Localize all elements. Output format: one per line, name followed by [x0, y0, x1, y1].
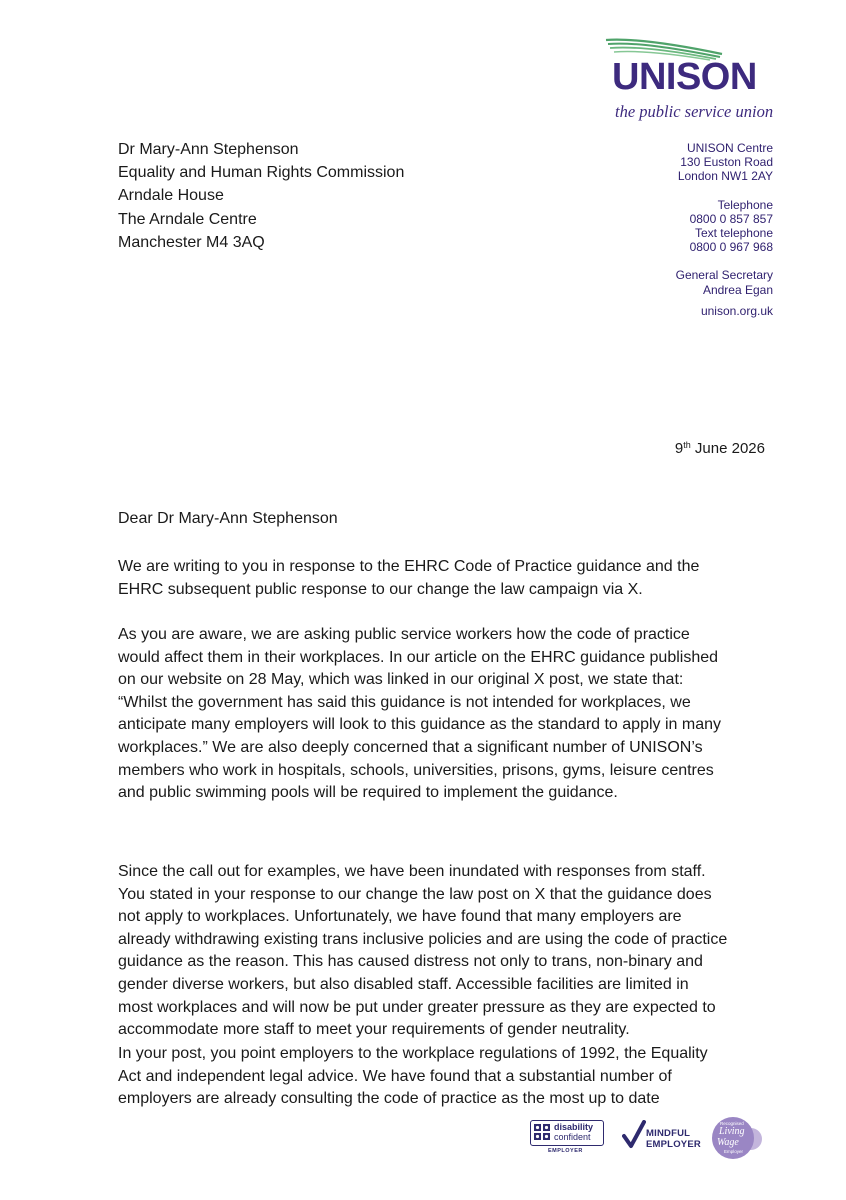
- disability-confident-icon: [534, 1124, 550, 1140]
- text-telephone-number: 0800 0 967 968: [689, 240, 773, 255]
- paragraph-line: members who work in hospitals, schools, universities, prisons, gyms, leisure centres: [118, 761, 714, 779]
- paragraph-line: on our website on 28 May, which was linked in our original X post, we state that:: [118, 671, 684, 689]
- footer-badges: [530, 1116, 770, 1160]
- recipient-line: The Arndale Centre: [118, 210, 257, 228]
- sender-address-line: 130 Euston Road: [680, 155, 773, 170]
- paragraph-line: Act and independent legal advice. We have found that a substantial number of: [118, 1067, 672, 1085]
- body-paragraph: [118, 556, 778, 601]
- paragraph-line: Since the call out for examples, we have been inundated with responses from staff.: [118, 863, 706, 880]
- recipient-line: Dr Mary-Ann Stephenson: [118, 141, 299, 158]
- recipient-line: Arndale House: [118, 187, 224, 205]
- salutation: Dear Dr Mary-Ann Stephenson: [118, 510, 338, 527]
- body-paragraph: [118, 861, 778, 1042]
- badge-text: disability: [554, 1122, 594, 1132]
- date-month-year: June 2026: [690, 440, 765, 457]
- telephone-label: Telephone: [717, 197, 773, 212]
- paragraph-line: most workplaces and will now be put under greater pressure as they are expected to: [118, 998, 716, 1016]
- general-secretary-label: General Secretary: [675, 268, 773, 283]
- badge-text: EMPLOYER: [646, 1139, 701, 1150]
- body-paragraph: [118, 1043, 778, 1111]
- sender-details: [676, 141, 773, 318]
- letter-date: [675, 440, 765, 457]
- paragraph-line: accommodate more staff to meet your requirements of gender neutrality.: [118, 1021, 630, 1039]
- paragraph-line: We are writing to you in response to the EHRC Code of Practice guidance and the: [118, 558, 700, 575]
- paragraph-line: already withdrawing existing trans inclusive policies and are using the code of practice: [118, 930, 728, 948]
- logo-tagline: the public service union: [615, 102, 774, 121]
- paragraph-line: “Whilst the government has said this guidance is not intended for workplaces, we: [118, 693, 691, 711]
- text-telephone-label: Text telephone: [694, 226, 773, 241]
- disability-confident-badge: [530, 1120, 604, 1154]
- website-link[interactable]: unison.org.uk: [700, 303, 773, 318]
- checkmark-icon: [622, 1120, 646, 1150]
- telephone-number: 0800 0 857 857: [689, 211, 773, 226]
- recipient-line: Equality and Human Rights Commission: [118, 164, 405, 182]
- paragraph-line: gender diverse workers, but also disabled staff. Accessible facilities are limited in: [118, 975, 689, 993]
- body-paragraph: [118, 624, 778, 805]
- date-day: 9: [674, 440, 684, 457]
- badge-text: Wage: [717, 1137, 739, 1148]
- badge-text: Recognised: [720, 1121, 744, 1126]
- date-suffix: th: [683, 440, 691, 450]
- paragraph-line: anticipate many employers will look to this guidance as the standard to apply in many: [118, 716, 721, 734]
- unison-logo: [600, 36, 780, 126]
- mindful-employer-badge: [622, 1120, 702, 1154]
- general-secretary-name: Andrea Egan: [702, 282, 773, 297]
- sender-address-line: London NW1 2AY: [677, 169, 773, 184]
- badge-text: confident: [554, 1132, 591, 1142]
- badge-text: EMPLOYER: [548, 1148, 583, 1154]
- paragraph-line: You stated in your response to our change the law post on X that the guidance does: [118, 885, 712, 903]
- paragraph-line: employers are already consulting the code of practice as the most up to date: [118, 1090, 660, 1108]
- logo-wordmark: UNISON: [612, 56, 757, 98]
- paragraph-line: workplaces.” We are also deeply concerned that a significant number of UNISON’s: [118, 738, 703, 756]
- recipient-line: Manchester M4 3AQ: [118, 233, 265, 251]
- badge-text: Living: [719, 1126, 745, 1137]
- badge-text: Employer: [724, 1149, 744, 1154]
- paragraph-line: and public swimming pools will be required to implement the guidance.: [118, 784, 618, 802]
- sender-address-line: UNISON Centre: [686, 141, 773, 155]
- badge-text: MINDFUL: [646, 1128, 691, 1139]
- paragraph-line: would affect them in their workplaces. In our article on the EHRC guidance published: [118, 648, 719, 666]
- recipient-address: [118, 138, 404, 254]
- paragraph-line: As you are aware, we are asking public service workers how the code of practice: [118, 626, 690, 643]
- paragraph-line: In your post, you point employers to the workplace regulations of 1992, the Equality: [118, 1045, 708, 1062]
- living-wage-badge: [710, 1116, 766, 1160]
- paragraph-line: not apply to workplaces. Unfortunately, we have found that many employers are: [118, 908, 682, 926]
- paragraph-line: guidance as the reason. This has caused distress not only to trans, non-binary and: [118, 953, 703, 971]
- paragraph-line: EHRC subsequent public response to our change the law campaign via X.: [118, 580, 643, 598]
